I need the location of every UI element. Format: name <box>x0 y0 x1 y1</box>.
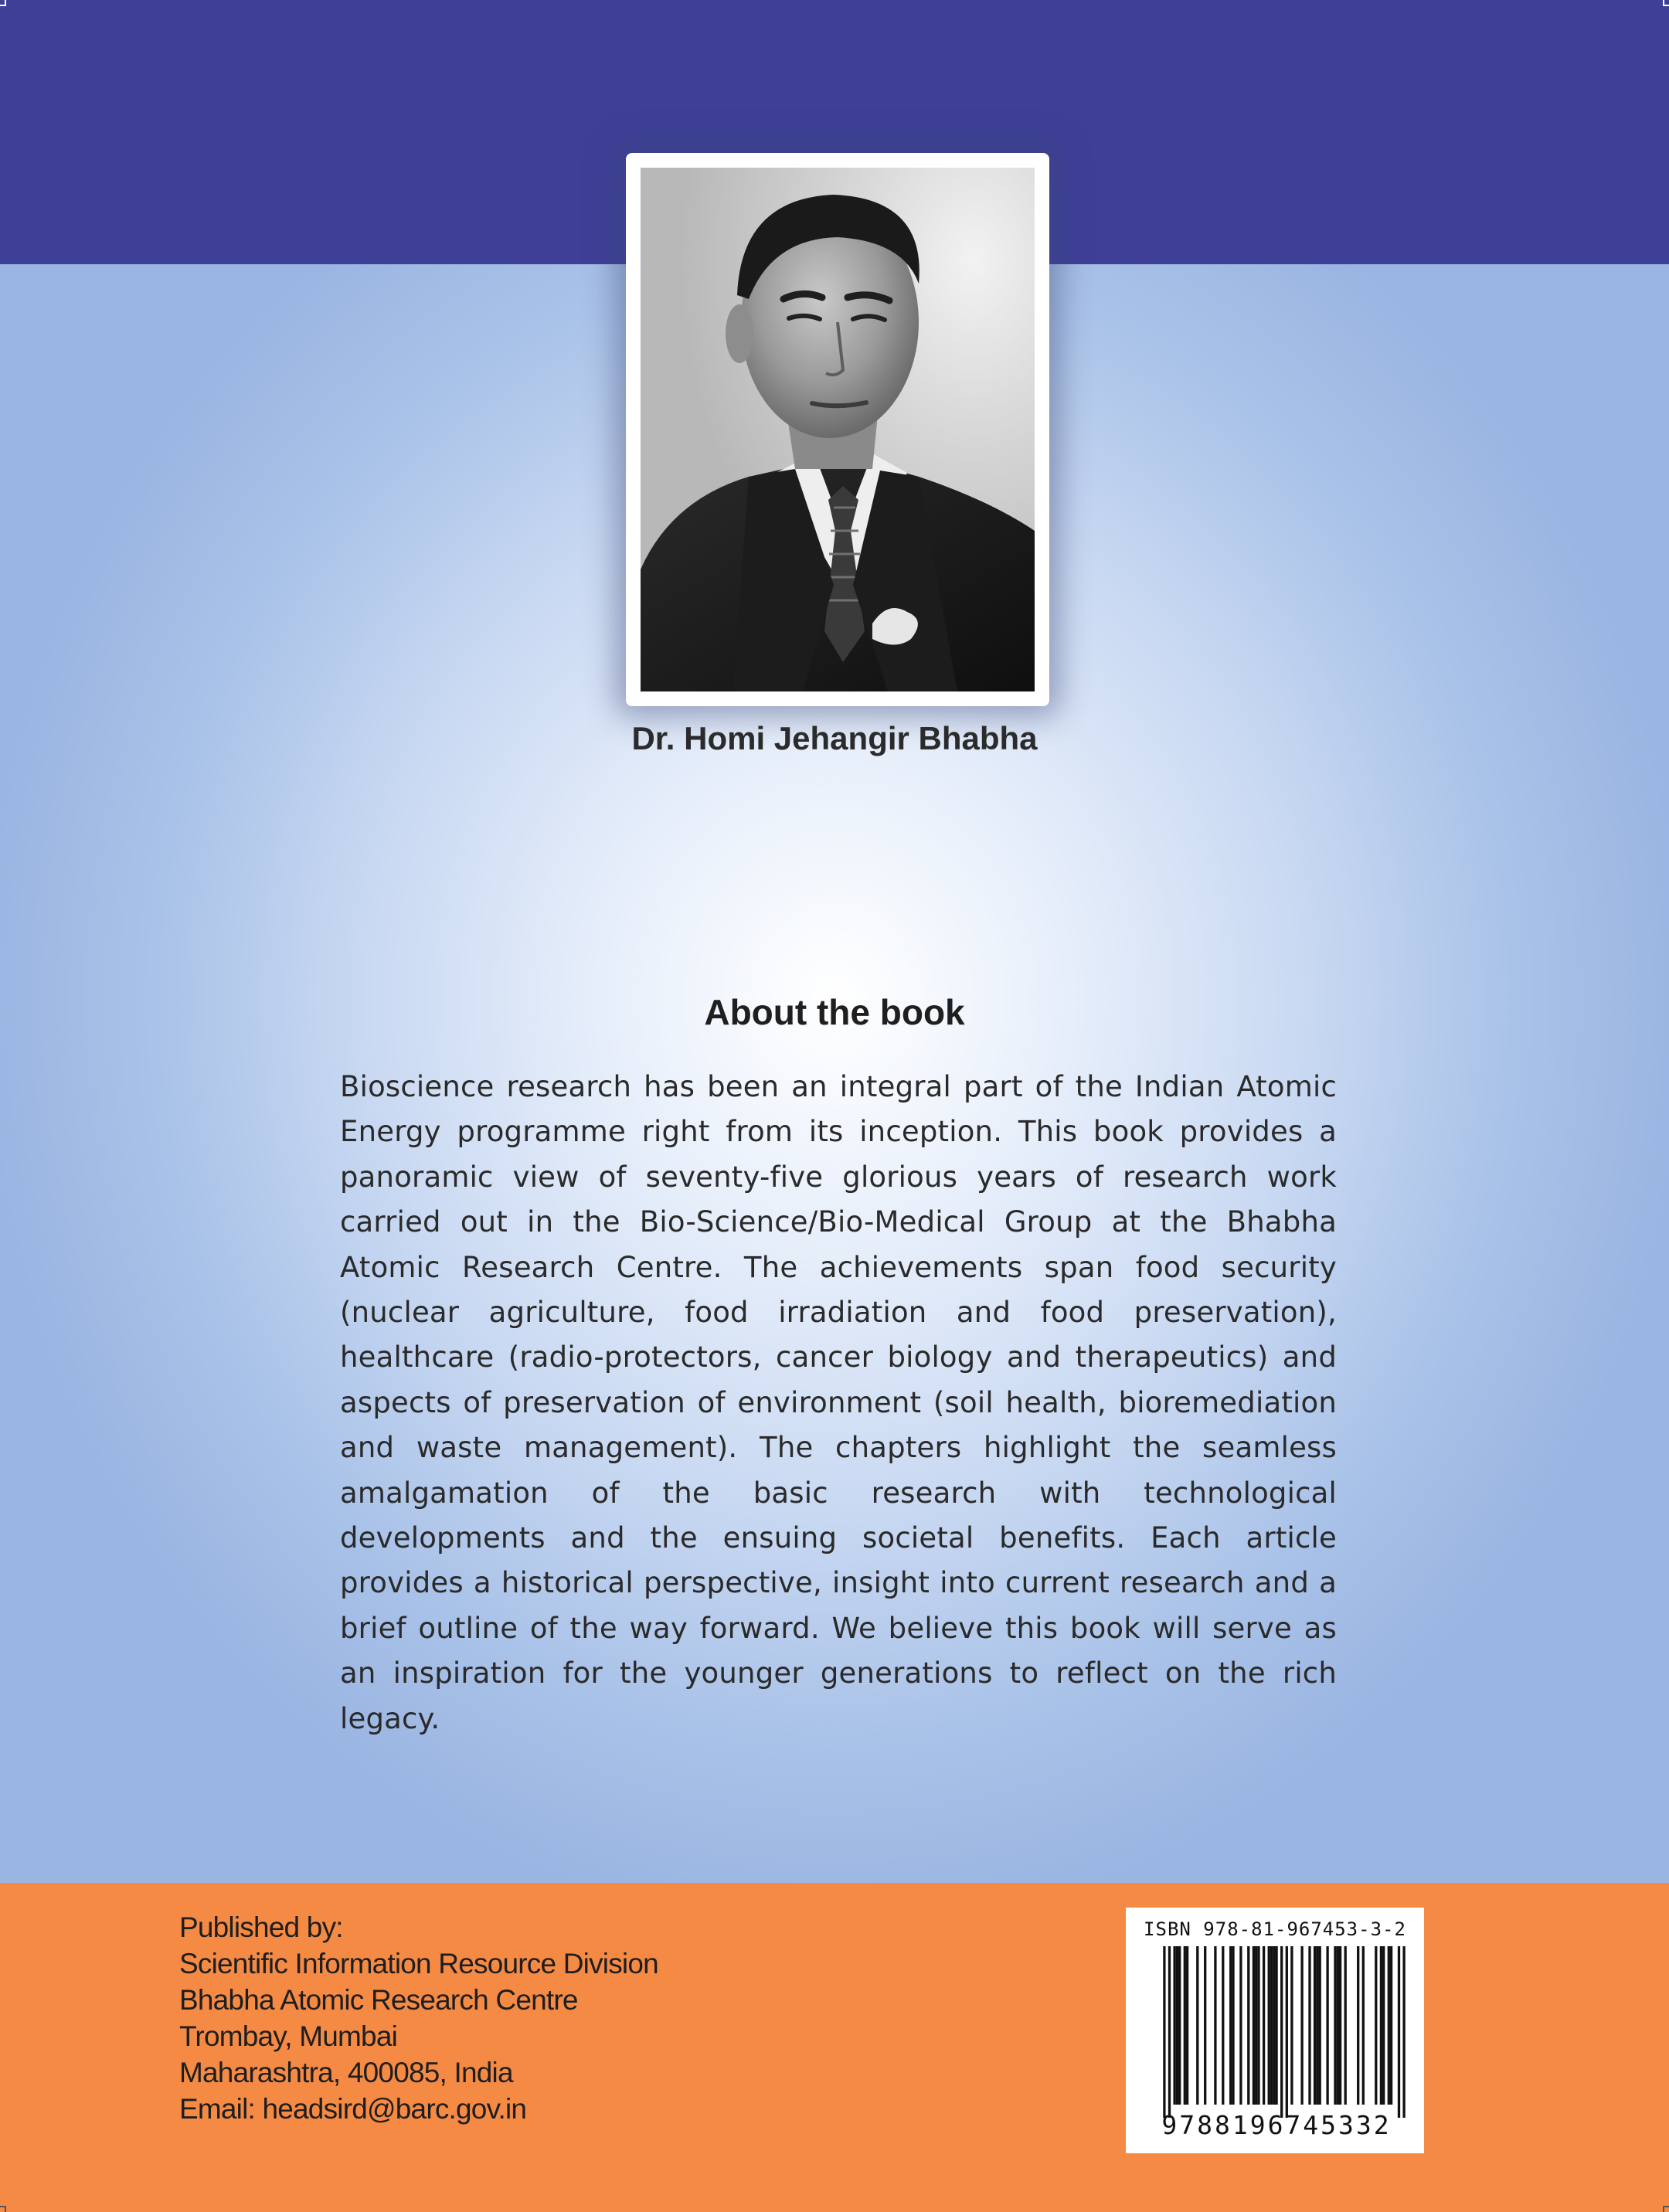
barcode-bar <box>1268 1946 1270 2105</box>
barcode-bar <box>1316 1946 1318 2105</box>
barcode-bar <box>1186 1946 1188 2105</box>
publisher-email: Email: headsird@barc.gov.in <box>179 2093 527 2125</box>
barcode-bar <box>1344 1946 1347 2105</box>
barcode-bar <box>1270 1946 1273 2105</box>
publisher-organization: Bhabha Atomic Research Centre <box>179 1984 578 2016</box>
barcode-bar <box>1375 1946 1377 2105</box>
barcode-bar <box>1239 1946 1242 2105</box>
barcode-bar <box>1257 1946 1259 2105</box>
barcode-bar <box>1388 1946 1390 2105</box>
barcode-bar <box>1263 1946 1265 2105</box>
barcode-bar <box>1173 1946 1175 2105</box>
barcode-bar <box>1308 1946 1310 2105</box>
barcode-bar <box>1255 1946 1257 2105</box>
portrait-photo <box>641 168 1035 691</box>
barcode-bar <box>1204 1946 1206 2105</box>
barcode-bar <box>1402 1946 1405 2118</box>
barcode-bar <box>1229 1946 1232 2105</box>
isbn-label: ISBN 978-81-967453-3-2 <box>1144 1918 1406 1940</box>
barcode-bar <box>1286 1946 1288 2118</box>
barcode-bar <box>1390 1946 1392 2105</box>
publisher-label: Published by: <box>179 1911 343 1943</box>
barcode-bar <box>1326 1946 1328 2105</box>
barcode-bar <box>1176 1946 1178 2105</box>
barcode-bar <box>1382 1946 1385 2105</box>
portrait-illustration <box>641 168 1035 691</box>
publisher-locality: Trombay, Mumbai <box>179 2020 398 2052</box>
barcode-bar <box>1380 1946 1382 2105</box>
publisher-division: Scientific Information Resource Division <box>179 1948 658 1979</box>
portrait-frame <box>626 153 1049 706</box>
barcode-bar <box>1222 1946 1224 2105</box>
barcode-bar <box>1280 1946 1283 2118</box>
crop-mark-bottom-left <box>0 2206 6 2212</box>
barcode-bar <box>1273 1946 1275 2105</box>
publisher-state: Maharashtra, 400085, India <box>179 2057 513 2088</box>
barcode-bar <box>1275 1946 1277 2105</box>
barcode-bar <box>1232 1946 1234 2105</box>
barcode-bar <box>1334 1946 1336 2105</box>
barcode-bar <box>1163 1946 1165 2118</box>
crop-mark-top-left <box>0 0 6 6</box>
barcode-bar <box>1178 1946 1181 2105</box>
barcode-box <box>1126 1908 1424 2153</box>
barcode-bar <box>1337 1946 1339 2105</box>
barcode-bar <box>1314 1946 1316 2105</box>
ean-digits: 9788196745332 <box>1161 2110 1392 2140</box>
about-heading: About the book <box>704 992 965 1032</box>
barcode-bar <box>1184 1946 1186 2105</box>
barcode-bar <box>1196 1946 1198 2105</box>
crop-mark-top-right <box>1663 0 1669 6</box>
barcode-bar <box>1357 1946 1359 2105</box>
barcode-bar <box>1168 1946 1171 2118</box>
about-body-text: Bioscience research has been an integral part of the Indian Atomic Energy programme right from its inception. This book provides a panoramic view of seventy-five glorious years of research work carried out in the Bio-Science/Bio-Medical Group at the Bhabha Atomic Research Centre. The achievements span food security (nuclear agriculture, food irradiation and food preservation), healthcare (radio-protectors, cancer biology and therapeutics) and aspects of preservation of environment (soil health, bioremediation and waste management). The chapters highlight the seamless amalgamation of the basic research with technological developments and the ensuing societal benefits. Each article provides a historical perspective, insight into current research and a brief outline of the way forward. We believe this book will serve as an inspiration for the younger generations to reflect on the rich legacy. <box>340 1070 1337 1735</box>
barcode-bar <box>1247 1946 1249 2105</box>
barcode-bar <box>1290 1946 1293 2105</box>
portrait-caption: Dr. Homi Jehangir Bhabha <box>631 720 1038 756</box>
crop-mark-bottom-right <box>1663 2206 1669 2212</box>
barcode-bar <box>1339 1946 1341 2105</box>
barcode-bar <box>1398 1946 1400 2118</box>
barcode-bar <box>1253 1946 1255 2105</box>
publisher-block <box>179 1909 952 2127</box>
barcode-bar <box>1300 1946 1303 2105</box>
barcode-bar <box>1214 1946 1216 2105</box>
barcode-bar <box>1362 1946 1365 2105</box>
barcode-bar <box>1319 1946 1321 2105</box>
